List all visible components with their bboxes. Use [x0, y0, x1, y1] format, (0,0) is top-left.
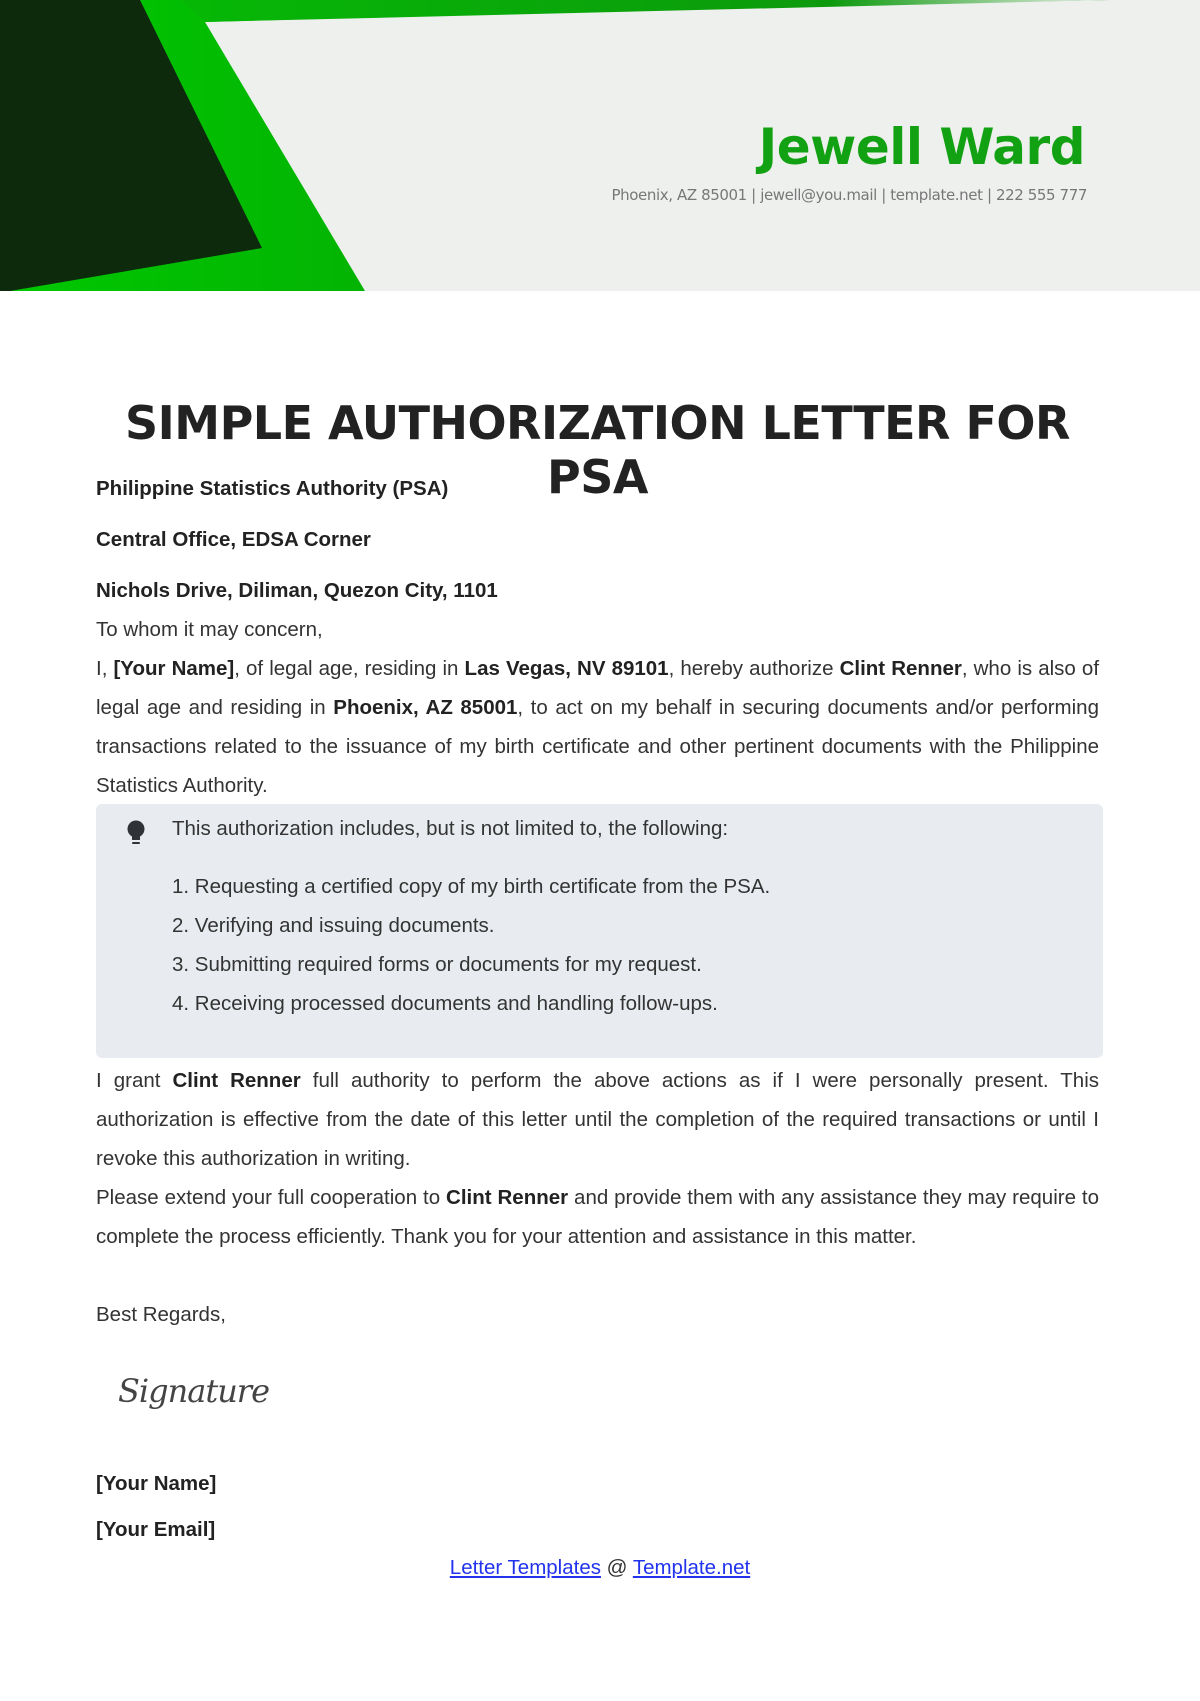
signer-email: [Your Email]: [96, 1518, 216, 1541]
recipient-line: Nichols Drive, Diliman, Quezon City, 1101: [96, 579, 498, 602]
letterhead: [0, 0, 1200, 291]
paragraph-authorization: [96, 649, 1099, 805]
callout-box: [96, 804, 1103, 1058]
footer: [0, 1556, 1200, 1580]
location: Las Vegas, NV 89101: [464, 657, 669, 680]
signature: Signature: [118, 1372, 270, 1410]
text: full authority to perform the above actions as if I were personally present. This authorization is effective from the date of this letter until the completion of the required transactions or until I revoke this authorization in writing.: [96, 1069, 1099, 1170]
footer-separator: @: [600, 1556, 633, 1579]
list-item: 1. Requesting a certified copy of my birth certificate from the PSA.: [172, 875, 771, 898]
list-item: 4. Receiving processed documents and handling follow-ups.: [172, 992, 718, 1015]
list-item: 3. Submitting required forms or documents for my request.: [172, 953, 702, 976]
text: , of legal age, residing in: [234, 657, 465, 680]
text: I grant: [96, 1069, 173, 1092]
text: , to act on my behalf in securing documents and/or performing transactions related to the issuance of my birth certificate and other pertinent documents with the Philippine Statistics Authority.: [96, 696, 1099, 797]
lightbulb-icon: [126, 820, 146, 848]
placeholder-name: [Your Name]: [113, 657, 235, 680]
agent-name: Clint Renner: [446, 1186, 569, 1209]
authorization-list: [172, 867, 770, 1023]
letter-templates-link[interactable]: Letter Templates: [449, 1556, 601, 1579]
template-net-link[interactable]: Template.net: [632, 1556, 751, 1579]
text: Please extend your full cooperation to: [96, 1186, 447, 1209]
recipient-line: Philippine Statistics Authority (PSA): [96, 477, 449, 500]
paragraph-grant: [96, 1061, 1099, 1178]
location: Phoenix, AZ 85001: [333, 696, 518, 719]
sender-name: Jewell Ward: [758, 118, 1085, 176]
signer-name: [Your Name]: [96, 1472, 217, 1495]
salutation: To whom it may concern,: [96, 618, 323, 641]
list-item: 2. Verifying and issuing documents.: [172, 914, 495, 937]
agent-name: Clint Renner: [172, 1069, 301, 1092]
letter-title: SIMPLE AUTHORIZATION LETTER FOR PSA: [125, 396, 1070, 504]
paragraph-cooperation: [96, 1178, 1099, 1256]
text: I,: [96, 657, 114, 680]
sender-contact: Phoenix, AZ 85001 | jewell@you.mail | template.net | 222 555 777: [611, 186, 1087, 204]
agent-name: Clint Renner: [839, 657, 962, 680]
callout-intro: This authorization includes, but is not limited to, the following:: [172, 817, 729, 840]
text: , hereby authorize: [668, 657, 840, 680]
recipient-line: Central Office, EDSA Corner: [96, 528, 371, 551]
closing: Best Regards,: [96, 1303, 226, 1326]
text: , who is also of legal age and residing in: [96, 657, 1100, 719]
text: and provide them with any assistance they may require to complete the process efficiently. Thank you for your attention and assistance in this matter.: [96, 1186, 1100, 1248]
